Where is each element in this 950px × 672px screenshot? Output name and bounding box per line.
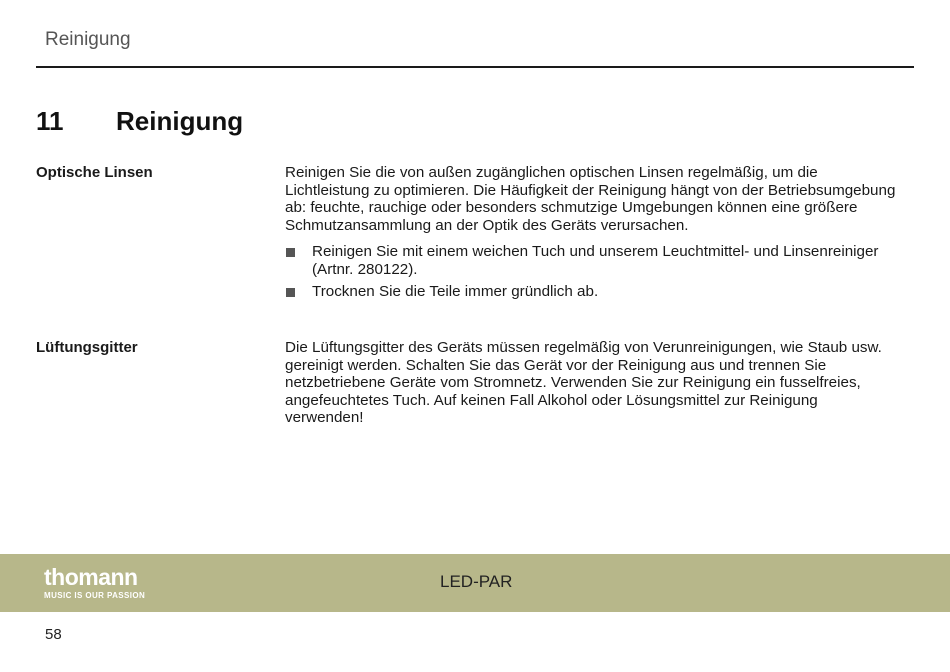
block-body [285, 339, 900, 427]
paragraph: Die Lüftungsgitter des Geräts müssen regelmäßig von Verunreinigungen, wie Staub usw. gereinigt werden. Schalten Sie das Gerät vor der Reinigung aus und trennen Sie netzbetriebene Geräte vom Stromnetz. Verwenden Sie zur Reinigung ein fusselfreies, angefeuchtetes Tuch. Auf keinen Fall Alkohol oder Lösungsmittel zur Reinigung verwenden! [285, 339, 882, 427]
product-name: LED-PAR [440, 572, 513, 591]
paragraph: Reinigen Sie die von außen zugänglichen optischen Linsen regelmäßig, um die Lichtleistung zu optimieren. Die Häufigkeit der Reinigung hängt von der Betriebsumgebung ab: feuchte, rauchige oder besonders schmutzige Umgebungen können eine größere Schmutzansammlung an der Optik des Geräts verursachen. [285, 164, 896, 234]
section-number: 11 [36, 106, 64, 136]
brand-logo [44, 566, 145, 600]
brand-tagline: MUSIC IS OUR PASSION [44, 591, 146, 600]
block-body [285, 164, 900, 304]
instruction-list [285, 243, 900, 300]
section-title: Reinigung [116, 106, 244, 136]
list-item [285, 283, 900, 301]
brand-wordmark: thomann [44, 564, 138, 590]
block-label: Lüftungsgitter [36, 339, 138, 356]
list-item-text: Reinigen Sie mit einem weichen Tuch und unserem Leuchtmittel- und Linsenreiniger (Artnr. 280122). [312, 243, 879, 278]
header-divider [36, 66, 914, 68]
list-item [285, 243, 900, 278]
square-bullet-icon [286, 288, 295, 297]
square-bullet-icon [286, 248, 295, 257]
running-header: Reinigung [45, 29, 131, 50]
list-item-text: Trocknen Sie die Teile immer gründlich ab. [312, 282, 599, 300]
section-heading [36, 106, 243, 137]
block-label: Optische Linsen [36, 164, 153, 181]
footer-band [0, 554, 950, 612]
page-number: 58 [45, 626, 62, 643]
